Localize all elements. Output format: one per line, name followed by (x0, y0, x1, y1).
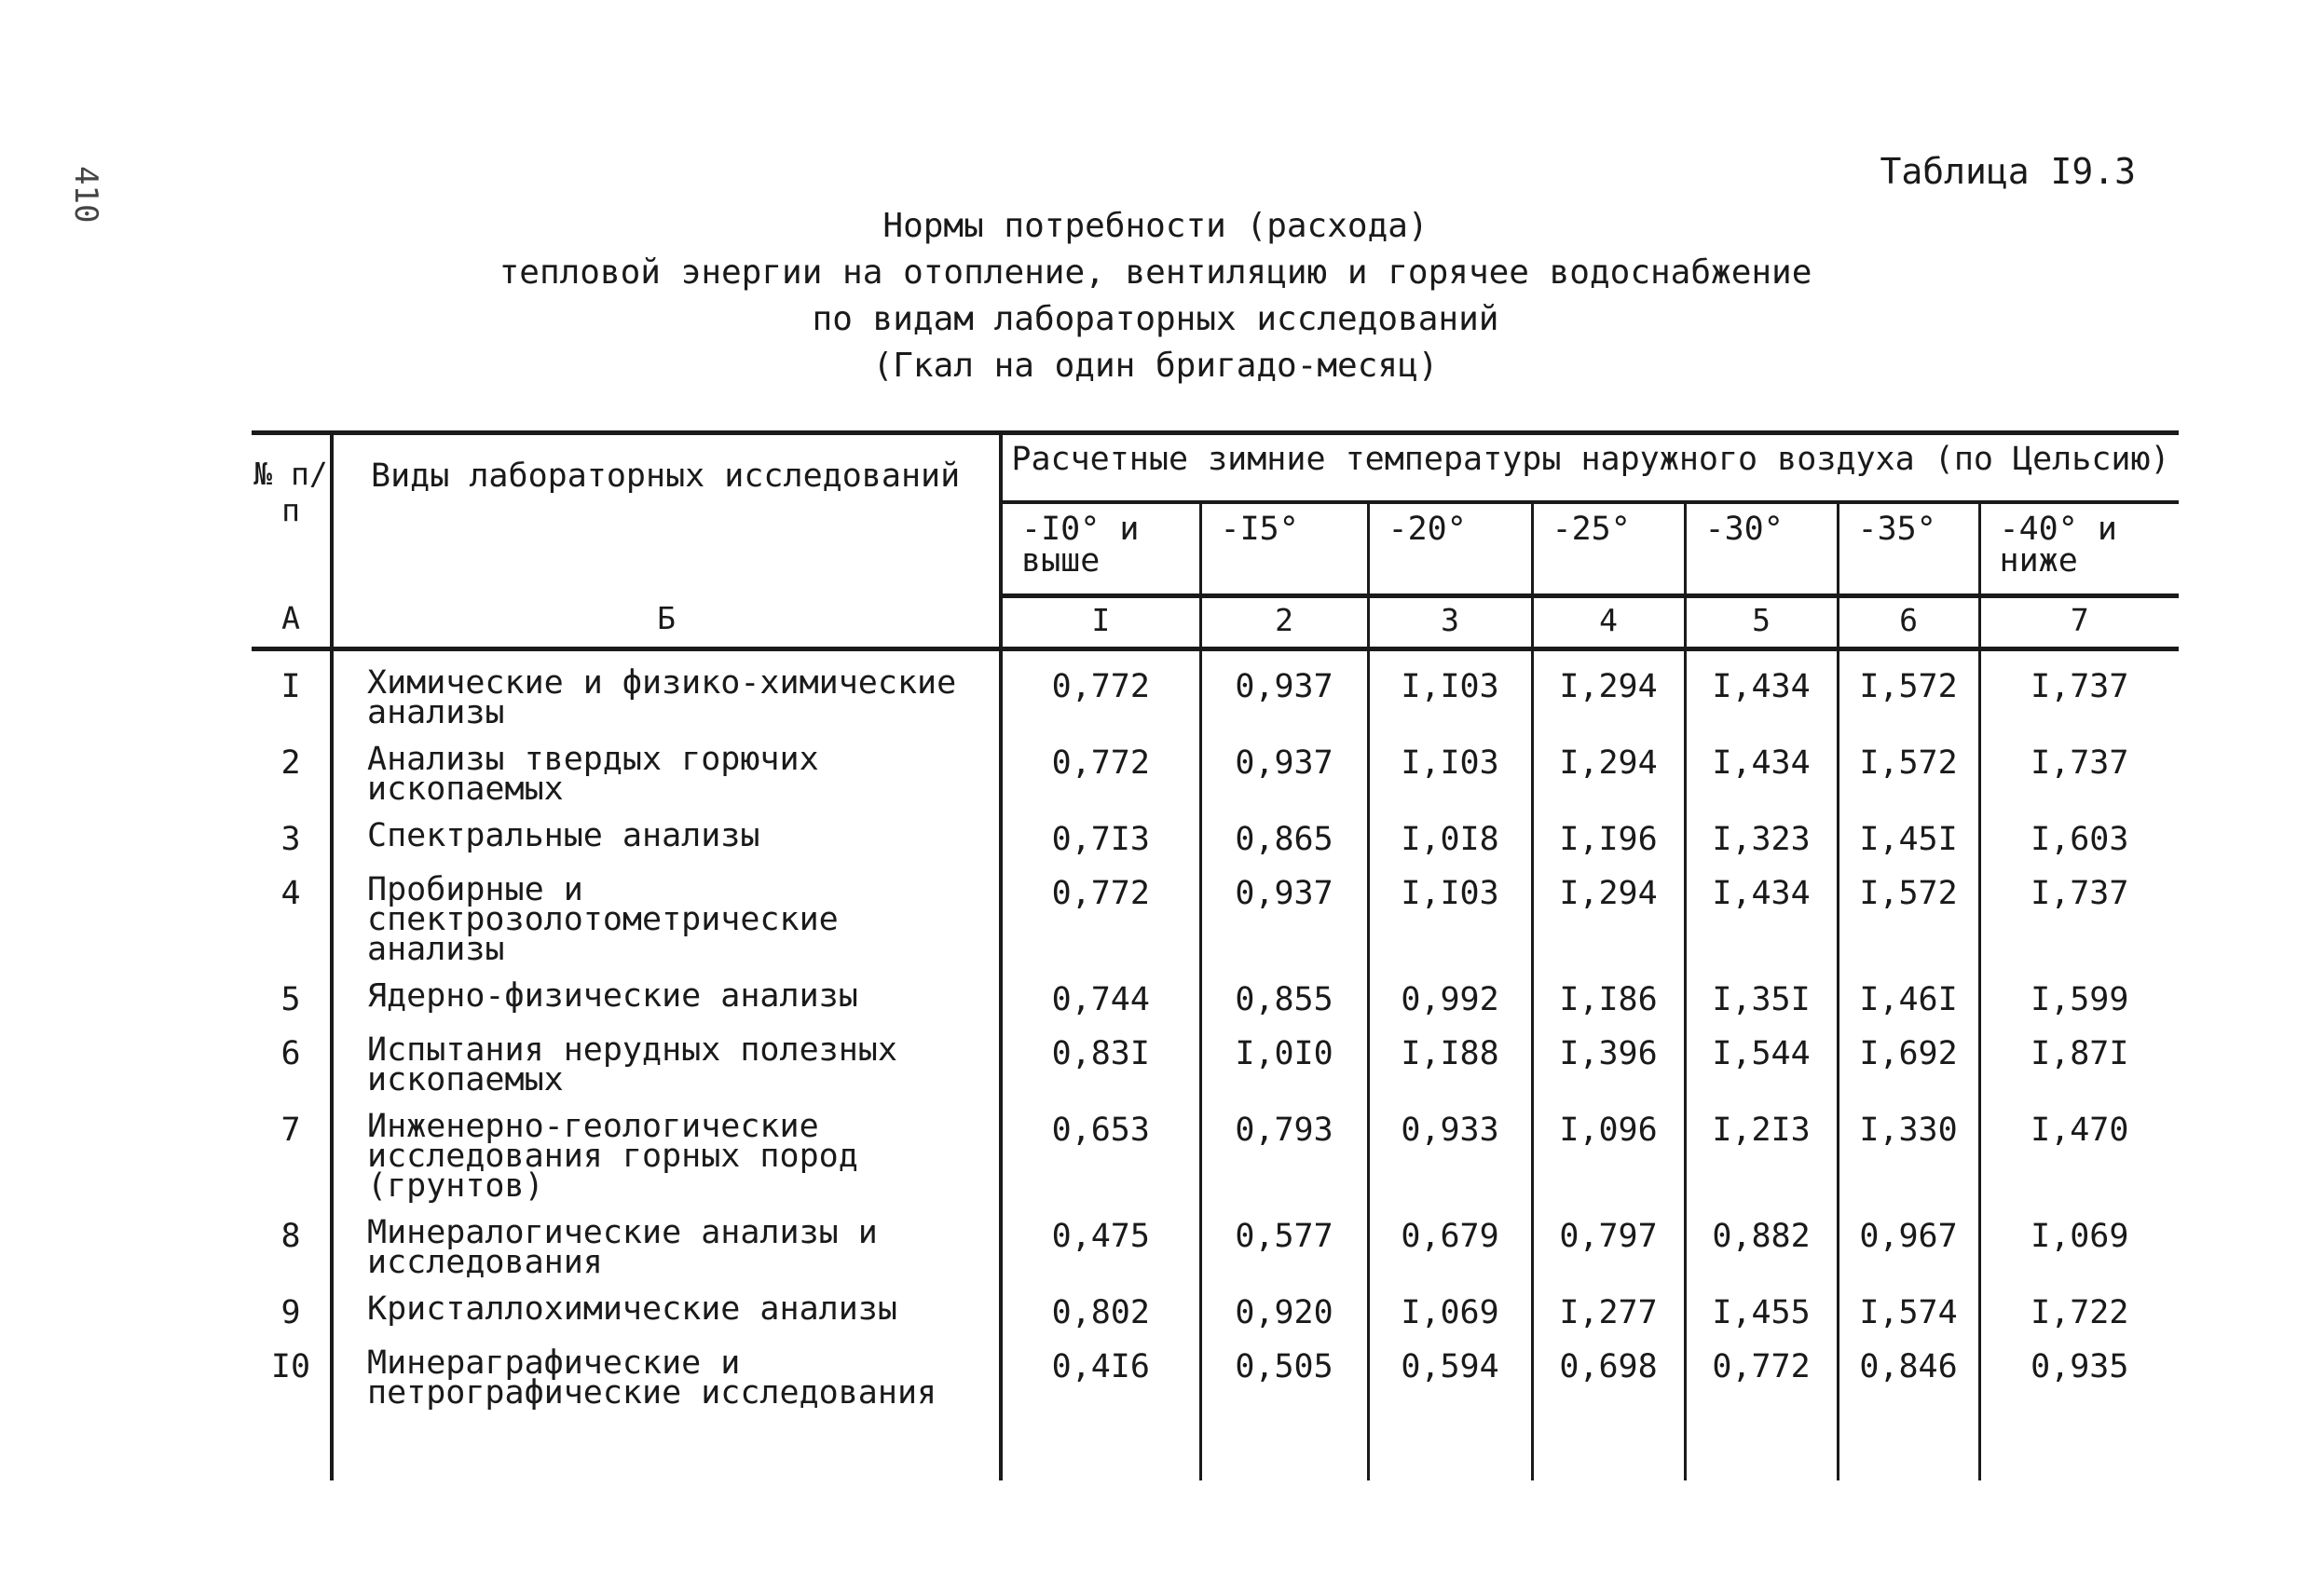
row-value-col-2: 0,937 (1200, 858, 1368, 964)
row-value-col-3: 0,594 (1368, 1331, 1532, 1408)
table-row (252, 1331, 2179, 1408)
row-number: 8 (252, 1201, 332, 1277)
row-number: I (252, 649, 332, 729)
norms-table-wrapper (252, 430, 2179, 1480)
row-value-col-5: I,323 (1685, 804, 1838, 858)
row-value-col-4: 0,698 (1532, 1331, 1685, 1408)
header-temp-5: -30° (1685, 502, 1838, 596)
row-value-col-3: I,I88 (1368, 1018, 1532, 1095)
page-number: 410 (67, 166, 104, 224)
table-row (252, 1018, 2179, 1095)
header-num: № п/п (252, 433, 332, 596)
row-number: 3 (252, 804, 332, 858)
row-value-col-6: I,574 (1838, 1277, 1979, 1331)
row-value-col-4: 0,797 (1532, 1201, 1685, 1277)
row-value-col-1: 0,772 (1001, 649, 1200, 729)
row-number: 5 (252, 964, 332, 1018)
table-row (252, 858, 2179, 964)
row-value-col-6: I,330 (1838, 1095, 1979, 1201)
row-value-col-6: I,692 (1838, 1018, 1979, 1095)
row-research-type: Пробирные и спектрозолотометрические анализы (332, 858, 1001, 964)
row-value-col-2: 0,793 (1200, 1095, 1368, 1201)
row-value-col-2: 0,505 (1200, 1331, 1368, 1408)
row-value-col-2: 0,920 (1200, 1277, 1368, 1331)
filler-cell (1979, 1408, 2179, 1480)
row-value-col-3: 0,992 (1368, 964, 1532, 1018)
row-value-col-6: I,572 (1838, 728, 1979, 804)
row-value-col-1: 0,83I (1001, 1018, 1200, 1095)
filler-cell (1368, 1408, 1532, 1480)
title-line: (Гкал на один бригадо-месяц) (872, 347, 1439, 385)
table-row (252, 728, 2179, 804)
column-index-8: 6 (1838, 596, 1979, 649)
row-value-col-6: 0,967 (1838, 1201, 1979, 1277)
filler-cell (1001, 1408, 1200, 1480)
row-value-col-1: 0,802 (1001, 1277, 1200, 1331)
title-line: Нормы потребности (расхода) (882, 207, 1429, 245)
row-value-col-5: I,544 (1685, 1018, 1838, 1095)
row-value-col-3: 0,679 (1368, 1201, 1532, 1277)
row-value-col-2: 0,937 (1200, 649, 1368, 729)
row-value-col-7: I,737 (2031, 875, 2129, 912)
row-value-col-3: I,I03 (1368, 858, 1532, 964)
row-value-col-3: I,069 (1368, 1277, 1532, 1331)
header-temp-7: -40° и ниже (1979, 502, 2179, 596)
column-index-6: 4 (1532, 596, 1685, 649)
row-value-col-2: I,0I0 (1200, 1018, 1368, 1095)
row-value-col-5: 0,772 (1685, 1331, 1838, 1408)
row-value-col-4: I,294 (1532, 728, 1685, 804)
row-value-col-6: I,45I (1838, 804, 1979, 858)
table-row (252, 1277, 2179, 1331)
row-value-col-7: I,603 (2031, 821, 2129, 858)
table-row (252, 964, 2179, 1018)
row-number: 9 (252, 1277, 332, 1331)
row-research-type: Минераграфические и петрографические исследования (332, 1331, 1001, 1408)
row-value-col-5: I,455 (1685, 1277, 1838, 1331)
filler-cell (332, 1408, 1001, 1480)
row-research-type: Химические и физико-химические анализы (332, 649, 1001, 729)
row-research-type: Минералогические анализы и исследования (332, 1201, 1001, 1277)
filler-cell (1200, 1408, 1368, 1480)
row-research-type: Испытания нерудных полезных ископаемых (332, 1018, 1001, 1095)
row-number: I0 (252, 1331, 332, 1408)
row-research-type: Кристаллохимические анализы (332, 1277, 1001, 1331)
row-value-col-4: I,294 (1532, 858, 1685, 964)
filler-cell (252, 1408, 332, 1480)
row-value-col-6: I,572 (1838, 649, 1979, 729)
row-value-col-5: I,434 (1685, 728, 1838, 804)
row-value-col-2: 0,865 (1200, 804, 1368, 858)
header-temperature-group: Расчетные зимние температуры наружного воздуха (по Цельсию) (1001, 433, 2179, 503)
header-temp-1: -I0° и выше (1001, 502, 1200, 596)
title-line: тепловой энергии на отопление, вентиляцию и горячее водоснабжение (499, 253, 1812, 292)
row-value-col-1: 0,772 (1001, 728, 1200, 804)
row-value-col-5: 0,882 (1685, 1201, 1838, 1277)
header-temp-3: -20° (1368, 502, 1532, 596)
row-value-col-3: I,0I8 (1368, 804, 1532, 858)
row-value-col-6: I,46I (1838, 964, 1979, 1018)
row-value-col-1: 0,653 (1001, 1095, 1200, 1201)
header-temp-6: -35° (1838, 502, 1979, 596)
table-title (0, 203, 2311, 389)
table-number: Таблица I9.3 (1880, 151, 2136, 192)
column-index-2: Б (332, 596, 1001, 649)
column-index-4: 2 (1200, 596, 1368, 649)
row-research-type: Ядерно-физические анализы (332, 964, 1001, 1018)
column-index-1: А (252, 596, 332, 649)
row-research-type: Инженерно-геологические исследования горных пород (грунтов) (332, 1095, 1001, 1201)
row-value-col-4: I,396 (1532, 1018, 1685, 1095)
row-research-type: Анализы твердых горючих ископаемых (332, 728, 1001, 804)
row-value-col-1: 0,475 (1001, 1201, 1200, 1277)
column-index-9: 7 (1979, 596, 2179, 649)
row-value-col-4: I,I86 (1532, 964, 1685, 1018)
row-value-col-3: 0,933 (1368, 1095, 1532, 1201)
header-name: Виды лабораторных исследований (332, 433, 1001, 596)
row-value-col-3: I,I03 (1368, 728, 1532, 804)
filler-cell (1532, 1408, 1685, 1480)
row-value-col-7: I,87I (2031, 1035, 2129, 1072)
row-value-col-7: I,599 (2031, 981, 2129, 1018)
table-row (252, 1201, 2179, 1277)
row-value-col-6: 0,846 (1838, 1331, 1979, 1408)
table-row (252, 804, 2179, 858)
filler-cell (1838, 1408, 1979, 1480)
row-value-col-2: 0,855 (1200, 964, 1368, 1018)
title-line: по видам лабораторных исследований (812, 300, 1499, 338)
row-value-col-4: I,I96 (1532, 804, 1685, 858)
row-value-col-5: I,434 (1685, 649, 1838, 729)
row-value-col-7: I,737 (2031, 668, 2129, 705)
row-value-col-1: 0,772 (1001, 858, 1200, 964)
row-value-col-4: I,294 (1532, 649, 1685, 729)
row-value-col-7: I,722 (2031, 1294, 2129, 1331)
row-value-col-1: 0,4I6 (1001, 1331, 1200, 1408)
row-number: 2 (252, 728, 332, 804)
row-number: 6 (252, 1018, 332, 1095)
row-value-col-7: I,069 (2031, 1218, 2129, 1255)
row-value-col-7: 0,935 (2031, 1348, 2129, 1385)
column-index-7: 5 (1685, 596, 1838, 649)
row-value-col-1: 0,744 (1001, 964, 1200, 1018)
row-value-col-5: I,2I3 (1685, 1095, 1838, 1201)
row-value-col-4: I,277 (1532, 1277, 1685, 1331)
table-row (252, 649, 2179, 729)
row-value-col-7: I,737 (2031, 744, 2129, 782)
row-value-col-4: I,096 (1532, 1095, 1685, 1201)
row-value-col-7: I,470 (2031, 1112, 2129, 1149)
row-research-type: Спектральные анализы (332, 804, 1001, 858)
row-value-col-2: 0,577 (1200, 1201, 1368, 1277)
row-value-col-5: I,35I (1685, 964, 1838, 1018)
row-value-col-1: 0,7I3 (1001, 804, 1200, 858)
row-value-col-5: I,434 (1685, 858, 1838, 964)
filler-cell (1685, 1408, 1838, 1480)
column-index-5: 3 (1368, 596, 1532, 649)
header-temp-4: -25° (1532, 502, 1685, 596)
row-number: 4 (252, 858, 332, 964)
row-value-col-3: I,I03 (1368, 649, 1532, 729)
row-value-col-2: 0,937 (1200, 728, 1368, 804)
norms-table (252, 430, 2179, 1480)
table-filler-row (252, 1408, 2179, 1480)
table-row (252, 1095, 2179, 1201)
row-value-col-6: I,572 (1838, 858, 1979, 964)
row-number: 7 (252, 1095, 332, 1201)
header-temp-2: -I5° (1200, 502, 1368, 596)
column-index-3: I (1001, 596, 1200, 649)
